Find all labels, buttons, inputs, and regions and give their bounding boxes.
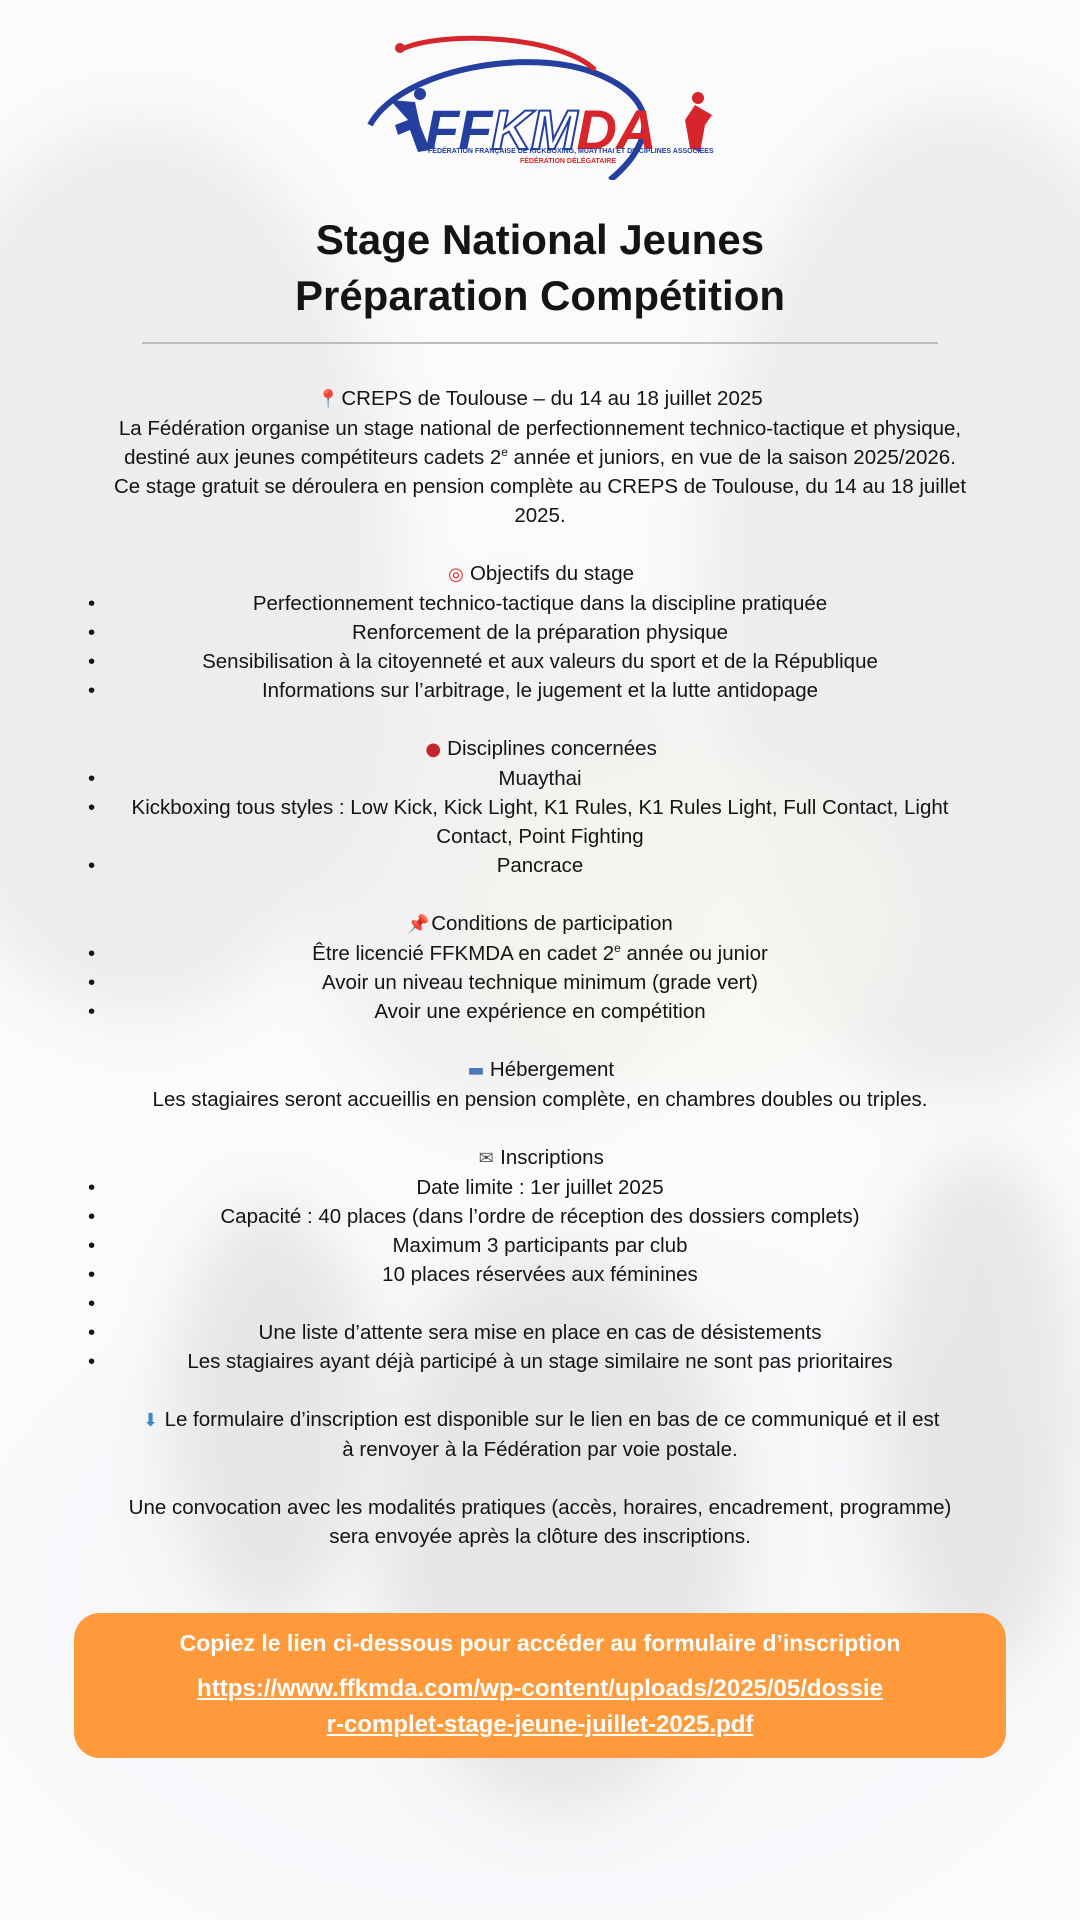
page-title	[60, 212, 1020, 324]
announcement-body	[62, 384, 1018, 1551]
boxing-glove-icon: ●	[425, 739, 442, 760]
registration-form-link[interactable]: https://www.ffkmda.com/wp-content/uploads/2025/05/dossier-complet-stage-jeune-juillet-2025.pdf	[197, 1675, 883, 1738]
location-line: 📍CREPS de Toulouse – du 14 au 18 juillet 2025	[62, 384, 1018, 414]
objectifs-list	[62, 589, 1018, 705]
list-item: • Maximum 3 participants par club	[62, 1231, 1018, 1260]
objectifs-heading: ◎ Objectifs du stage	[62, 559, 1018, 589]
list-item: • Renforcement de la préparation physique	[62, 618, 1018, 647]
list-item: • 10 places réservées aux féminines	[62, 1260, 1018, 1289]
disciplines-list	[62, 764, 1018, 880]
conditions-list	[62, 939, 1018, 1026]
list-item: • Être licencié FFKMDA en cadet 2e année ou junior	[62, 939, 1018, 968]
intro-paragraph: La Fédération organise un stage national de perfectionnement technico-tactique et physique, destiné aux jeunes compétiteurs cadets 2e année et juniors, en vue de la saison 2025/2026. Ce stage gratuit se déroulera en pension complète au CREPS de Toulouse, du 14 au 18 juillet 2025.	[113, 417, 967, 527]
list-item: • Avoir un niveau technique minimum (grade vert)	[62, 968, 1018, 997]
logo-subtitle: FÉDÉRATION FRANÇAISE DE KICKBOXING, MUAYTHAI ET DISCIPLINES ASSOCIÉES	[428, 148, 714, 155]
list-item: • Date limite : 1er juillet 2025	[62, 1173, 1018, 1202]
formulaire-text: ⬇ Le formulaire d’inscription est disponible sur le lien en bas de ce communiqué et il est à renvoyer à la Fédération par voie postale.	[62, 1405, 1018, 1464]
round-pushpin-icon: 📍	[317, 389, 340, 410]
title-divider	[142, 342, 938, 344]
hebergement-text: Les stagiaires seront accueillis en pension complète, en chambres doubles ou triples.	[152, 1088, 928, 1111]
banner-label: Copiez le lien ci-dessous pour accéder au formulaire d’inscription	[179, 1630, 901, 1656]
list-item: • Muaythai	[62, 764, 1018, 793]
list-item: • Capacité : 40 places (dans l’ordre de réception des dossiers complets)	[62, 1202, 1018, 1231]
inbox-tray-icon: ⬇	[143, 1410, 159, 1431]
convocation-text: Une convocation avec les modalités pratiques (accès, horaires, encadrement, programme) sera envoyée après la clôture des inscriptions.	[128, 1496, 952, 1548]
disciplines-heading: ● Disciplines concernées	[62, 734, 1018, 764]
bed-icon: ▬	[467, 1060, 485, 1081]
title-line-1: Stage National Jeunes	[315, 216, 765, 263]
ffkmda-logo	[360, 30, 720, 180]
hebergement-heading: ▬ Hébergement	[62, 1055, 1018, 1085]
list-item: • Avoir une expérience en compétition	[62, 997, 1018, 1026]
list-item: • Pancrace	[62, 851, 1018, 880]
logo-subtitle-delegataire: FÉDÉRATION DÉLÉGATAIRE	[519, 158, 617, 165]
inscriptions-list	[62, 1173, 1018, 1376]
mailbox-icon: ✉	[478, 1148, 494, 1169]
registration-banner	[74, 1613, 1006, 1758]
logo-wordmark: FFKMDA	[425, 98, 656, 161]
list-item: • Les stagiaires ayant déjà participé à un stage similaire ne sont pas prioritaires	[62, 1347, 1018, 1376]
list-item: • Perfectionnement technico-tactique dans la discipline pratiquée	[62, 589, 1018, 618]
list-item: • Kickboxing tous styles : Low Kick, Kick Light, K1 Rules, K1 Rules Light, Full Contact, Light Contact, Point Fighting	[62, 793, 1018, 851]
title-line-2: Préparation Compétition	[294, 272, 786, 319]
list-item: • Informations sur l’arbitrage, le jugement et la lutte antidopage	[62, 676, 1018, 705]
list-item: • Sensibilisation à la citoyenneté et aux valeurs du sport et de la République	[62, 647, 1018, 676]
target-icon: ◎	[448, 564, 464, 585]
conditions-heading: 📌Conditions de participation	[62, 909, 1018, 939]
inscriptions-heading: ✉ Inscriptions	[62, 1143, 1018, 1173]
pushpin-icon: 📌	[407, 914, 430, 935]
list-item-empty	[62, 1289, 1018, 1318]
list-item: • Une liste d’attente sera mise en place en cas de désistements	[62, 1318, 1018, 1347]
